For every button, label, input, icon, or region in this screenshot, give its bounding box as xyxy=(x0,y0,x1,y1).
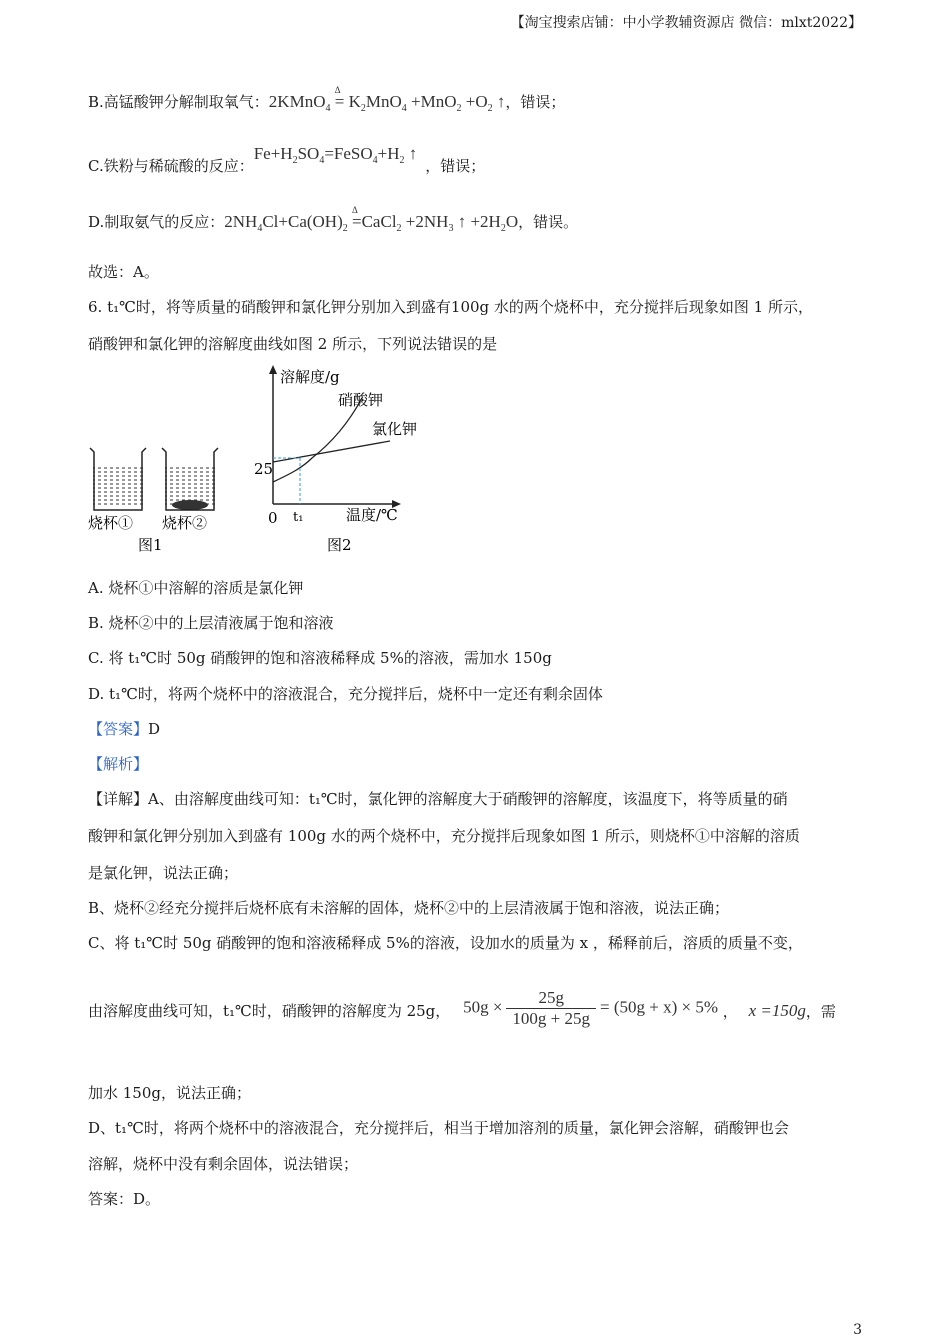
origin-label: 0 xyxy=(268,509,278,527)
option-b: B. 烧杯②中的上层清液属于饱和溶液 xyxy=(88,614,334,632)
option-c-prefix: C.铁粉与稀硫酸的反应： xyxy=(88,157,254,175)
page-header: 【淘宝搜索店铺：中小学教辅资源店 微信：mlxt2022】 xyxy=(510,15,862,31)
detail-text-6: 由溶解度曲线可知，t₁℃时，硝酸钾的溶解度为 25g， xyxy=(88,1002,451,1021)
option-d-prefix: D.制取氨气的反应： xyxy=(88,213,225,231)
detail-line-5: C、将 t₁℃时 50g 硝酸钾的饱和溶液稀释成 5%的溶液，设加水的质量为 x ，稀释前后，溶质的质量不变， xyxy=(88,934,803,952)
kcl-series-label: 氯化钾 xyxy=(372,420,418,438)
detail-tag: 【详解】 xyxy=(88,790,149,808)
fe-h2so4-equation: $Fe+H_2SO_4=FeSO_4+H_2$ ↑ xyxy=(253,144,418,166)
option-d-suffix: ，错误。 xyxy=(518,213,579,231)
detail-line-3: 是氯化钾，说法正确； xyxy=(88,864,239,882)
page-number: 3 xyxy=(853,1322,862,1338)
answer-tag: 【答案】 xyxy=(88,720,149,738)
kmno4-equation: 2KMnO$_4$ $\Delta = K_2MnO_4 +MnO_2 +O_2$ ↑ xyxy=(269,92,506,111)
analysis-tag: 【解析】 xyxy=(88,755,149,773)
detail-line-8: D、t₁℃时，将两个烧杯中的溶液混合，充分搅拌后，相当于增加溶剂的质量，氯化钾会溶解，硝酸钾也会 xyxy=(88,1119,789,1137)
t1-label: t₁ xyxy=(293,510,304,525)
beaker-1-solution xyxy=(93,467,143,507)
y-axis-arrow xyxy=(269,365,277,374)
answer-line xyxy=(88,719,160,739)
detail-sep-6: ， xyxy=(722,1002,738,1021)
equation-rhs: = (50g + x) × 5% xyxy=(600,997,718,1017)
option-b-suffix: ，错误； xyxy=(505,93,566,111)
x-axis-label: 温度/℃ xyxy=(346,506,398,524)
beaker-1-label: 烧杯① xyxy=(88,514,134,532)
option-c: C. 将 t₁℃时 50g 硝酸钾的饱和溶液稀释成 5%的溶液，需加水 150g xyxy=(88,649,552,667)
beaker-2-solid xyxy=(172,500,208,510)
equation-lhs: 50g × xyxy=(463,997,503,1017)
detail-line-1 xyxy=(88,789,788,809)
fraction-denominator: 100g + 25g xyxy=(512,1009,590,1028)
answer-value: D xyxy=(148,720,161,738)
solubility-chart xyxy=(254,365,417,527)
solubility-fraction xyxy=(506,988,596,1029)
result-value: x =150g xyxy=(748,1001,806,1021)
figure-2-caption: 图2 xyxy=(327,536,352,554)
option-d: D. t₁℃时，将两个烧杯中的溶液混合，充分搅拌后，烧杯中一定还有剩余固体 xyxy=(88,685,603,703)
kno3-series-label: 硝酸钾 xyxy=(338,391,384,409)
beaker-1 xyxy=(90,448,146,510)
option-b-prefix: B.高锰酸钾分解制取氧气： xyxy=(88,93,269,111)
figure-1-caption: 图1 xyxy=(138,536,163,554)
final-answer: 答案：D。 xyxy=(88,1190,161,1208)
dilution-equation xyxy=(463,988,718,1029)
option-a: A. 烧杯①中溶解的溶质是氯化钾 xyxy=(88,579,304,597)
option-d-line xyxy=(88,212,578,239)
detail-line-4: B、烧杯②经充分搅拌后烧杯底有未溶解的固体，烧杯②中的上层清液属于饱和溶液，说法正确； xyxy=(88,899,730,917)
option-c-line xyxy=(88,146,485,186)
question-6-line-2: 硝酸钾和氯化钾的溶解度曲线如图 2 所示，下列说法错误的是 xyxy=(88,335,498,353)
detail-suffix-6: ，需 xyxy=(805,1002,836,1021)
detail-line-2: 酸钾和氯化钾分别加入到盛有 100g 水的两个烧杯中，充分搅拌后现象如图 1 所示，则烧杯①中溶解的溶质 xyxy=(88,827,800,845)
detail-line-7: 加水 150g，说法正确； xyxy=(88,1084,252,1102)
detail-text-1: A、由溶解度曲线可知：t₁℃时，氯化钾的溶解度大于硝酸钾的溶解度，该温度下，将等质量的硝 xyxy=(148,790,788,808)
beaker-2 xyxy=(162,448,218,510)
question-6-line-1: 6. t₁℃时，将等质量的硝酸钾和氯化钾分别加入到盛有100g 水的两个烧杯中，充分搅拌后现象如图 1 所示， xyxy=(88,298,813,316)
option-b-line xyxy=(88,92,565,119)
beaker-2-label: 烧杯② xyxy=(162,514,208,532)
kcl-curve xyxy=(273,441,390,462)
detail-line-9: 溶解，烧杯中没有剩余固体，说法错误； xyxy=(88,1155,359,1173)
y-tick-25-label: 25 xyxy=(254,460,274,478)
fraction-numerator: 25g xyxy=(506,988,596,1009)
y-axis-label: 溶解度/g xyxy=(280,368,340,386)
nh3-equation: $2NH_4Cl+Ca(OH)_2$ Δ =CaCl$_2$ $+2NH_3$ ↑ $+2H_2O$ xyxy=(224,212,518,231)
question-6-figures xyxy=(80,362,420,562)
option-c-suffix: ，错误； xyxy=(425,157,486,175)
kno3-curve xyxy=(273,398,362,482)
detail-line-6 xyxy=(88,988,836,1042)
choose-line: 故选：A。 xyxy=(88,263,159,281)
